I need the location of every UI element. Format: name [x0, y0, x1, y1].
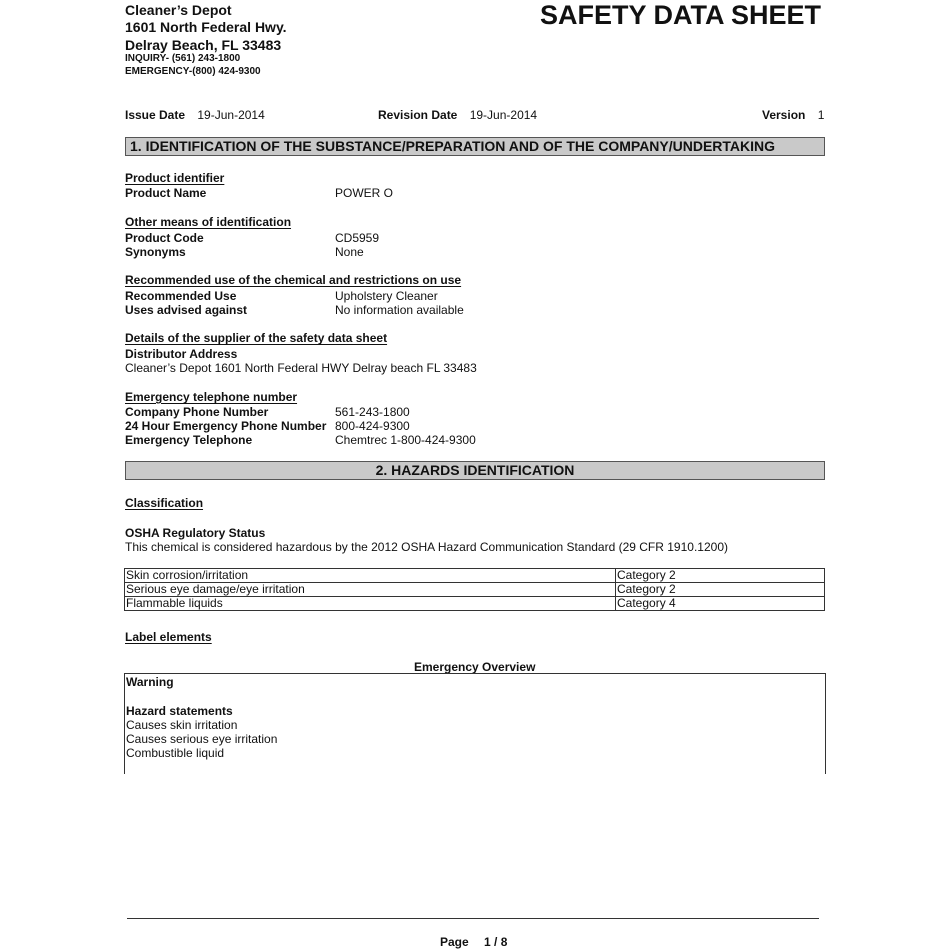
product-identifier-heading: Product identifier — [125, 171, 225, 185]
revision-date — [378, 108, 537, 122]
other-means-heading: Other means of identification — [125, 215, 292, 229]
issue-date-value: 19-Jun-2014 — [197, 108, 265, 122]
emergency-overview-heading: Emergency Overview — [414, 660, 536, 674]
version-value: 1 — [817, 108, 825, 122]
distributor-label: Distributor Address — [125, 347, 238, 361]
emergency-phone-heading: Emergency telephone number — [125, 390, 298, 404]
page-number: 1 / 8 — [484, 935, 508, 949]
revision-date-label: Revision Date — [378, 108, 458, 122]
hazard-category: Category 2 — [616, 569, 825, 583]
emergency-telephone-value: Chemtrec 1-800-424-9300 — [335, 433, 476, 447]
hazard-statement: Causes skin irritation — [126, 718, 238, 732]
company-phone-label: Company Phone Number — [125, 405, 269, 419]
supplier-heading: Details of the supplier of the safety data sheet — [125, 331, 388, 345]
document-title: SAFETY DATA SHEET — [540, 0, 822, 30]
table-row — [125, 569, 825, 583]
classification-heading: Classification — [125, 496, 204, 510]
company-street: 1601 North Federal Hwy. — [125, 19, 287, 35]
hazard-name: Skin corrosion/irritation — [125, 569, 616, 583]
hazard-category: Category 2 — [616, 583, 825, 597]
page-label: Page — [440, 935, 469, 949]
product-code-label: Product Code — [125, 231, 204, 245]
product-code-value: CD5959 — [335, 231, 380, 245]
recommended-use-label: Recommended Use — [125, 289, 237, 303]
table-row — [125, 597, 825, 611]
hour24-phone-value: 800-424-9300 — [335, 419, 410, 433]
emergency-telephone-label: Emergency Telephone — [125, 433, 253, 447]
revision-date-value: 19-Jun-2014 — [469, 108, 538, 122]
company-emergency: EMERGENCY-(800) 424-9300 — [125, 66, 261, 77]
hazard-statement: Combustible liquid — [126, 746, 225, 760]
distributor-value: Cleaner’s Depot 1601 North Federal HWY Delray beach FL 33483 — [125, 361, 477, 375]
synonyms-label: Synonyms — [125, 245, 186, 259]
hour24-phone-label: 24 Hour Emergency Phone Number — [125, 419, 327, 433]
product-name-value: POWER O — [335, 186, 394, 200]
signal-word: Warning — [126, 675, 174, 689]
company-phone-value: 561-243-1800 — [335, 405, 410, 419]
version-label: Version — [762, 108, 806, 122]
section-1-title: 1. IDENTIFICATION OF THE SUBSTANCE/PREPARATION AND OF THE COMPANY/UNDERTAKING — [125, 137, 825, 156]
hazard-classification-table — [124, 568, 825, 611]
hazard-statements-heading: Hazard statements — [126, 704, 233, 718]
issue-date — [125, 108, 265, 122]
company-city: Delray Beach, FL 33483 — [125, 37, 282, 53]
company-inquiry: INQUIRY- (561) 243-1800 — [125, 53, 241, 64]
hazard-statement: Causes serious eye irritation — [126, 732, 278, 746]
hazard-name: Serious eye damage/eye irritation — [125, 583, 616, 597]
label-elements-heading: Label elements — [125, 630, 212, 644]
issue-date-label: Issue Date — [125, 108, 186, 122]
section-2-title: 2. HAZARDS IDENTIFICATION — [125, 461, 825, 480]
recommended-use-value: Upholstery Cleaner — [335, 289, 438, 303]
table-row — [125, 583, 825, 597]
company-name: Cleaner’s Depot — [125, 2, 232, 18]
footer-divider — [127, 918, 819, 919]
hazard-category: Category 4 — [616, 597, 825, 611]
synonyms-value: None — [335, 245, 364, 259]
recommended-use-heading: Recommended use of the chemical and restrictions on use — [125, 273, 462, 287]
uses-advised-value: No information available — [335, 303, 464, 317]
osha-heading: OSHA Regulatory Status — [125, 526, 266, 540]
osha-text: This chemical is considered hazardous by the 2012 OSHA Hazard Communication Standard (29 CFR 1910.1200) — [125, 540, 728, 554]
hazard-name: Flammable liquids — [125, 597, 616, 611]
page-indicator — [440, 935, 507, 949]
version — [762, 108, 824, 122]
product-name-label: Product Name — [125, 186, 207, 200]
uses-advised-label: Uses advised against — [125, 303, 248, 317]
